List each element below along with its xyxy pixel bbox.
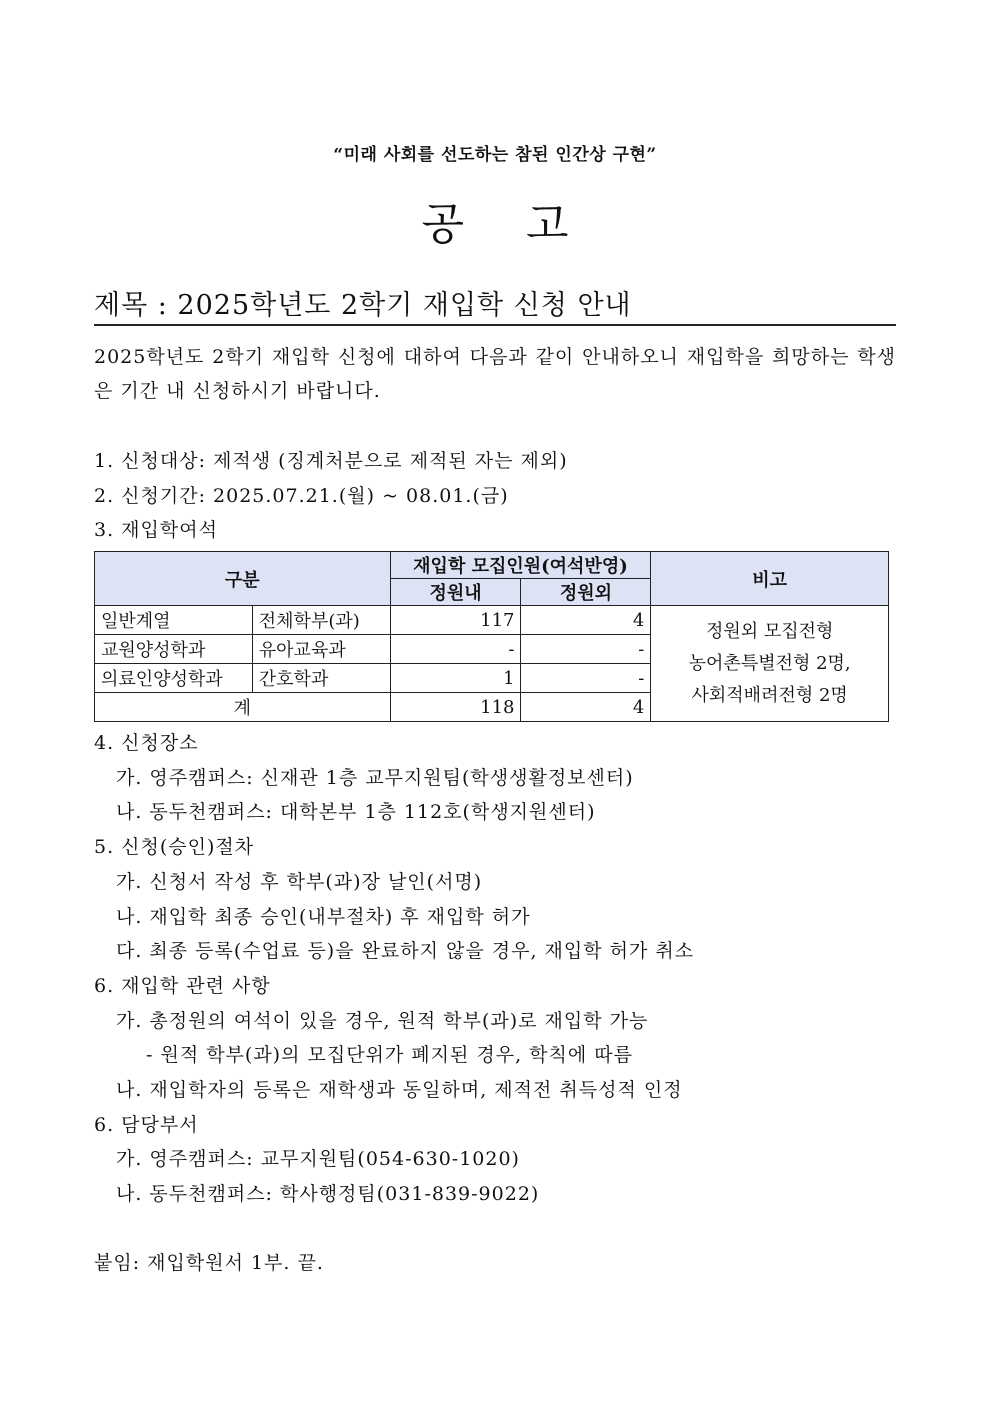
row-out: 4 bbox=[521, 606, 651, 635]
item-place-yeongju: 가. 영주캠퍼스: 신재관 1층 교무지원팀(학생생활정보센터) bbox=[116, 767, 634, 789]
item-period: 2. 신청기간: 2025.07.21.(월) ~ 08.01.(금) bbox=[94, 485, 509, 507]
note-line: 사회적배려전형 2명 bbox=[691, 684, 848, 706]
item-procedure-b: 나. 재입학 최종 승인(내부절차) 후 재입학 허가 bbox=[116, 906, 531, 928]
note-line: 정원외 모집전형 bbox=[705, 620, 834, 642]
header-in-quota: 정원내 bbox=[390, 579, 521, 606]
item-related-a-note: - 원적 학부(과)의 모집단위가 폐지된 경우, 학칙에 따름 bbox=[146, 1044, 633, 1066]
motto: “미래 사회를 선도하는 참된 인간상 구현” bbox=[333, 145, 657, 165]
total-in: 118 bbox=[390, 693, 521, 722]
note-line: 농어촌특별전형 2명, bbox=[688, 652, 851, 674]
header-note: 비고 bbox=[651, 552, 889, 606]
item-contact: 6. 담당부서 bbox=[94, 1114, 199, 1136]
attachment-line: 붙임: 재입학원서 1부. 끝. bbox=[94, 1252, 324, 1274]
item-place-dongducheon: 나. 동두천캠퍼스: 대학본부 1층 112호(학생지원센터) bbox=[116, 801, 596, 823]
item-target: 1. 신청대상: 제적생 (징계처분으로 제적된 자는 제외) bbox=[94, 450, 568, 472]
row-dept: 전체학부(과) bbox=[252, 606, 390, 635]
total-label: 계 bbox=[95, 693, 391, 722]
intro-paragraph: 2025학년도 2학기 재입학 신청에 대하여 다음과 같이 안내하오니 재입학을 희망하는 학생은 기간 내 신청하시기 바랍니다. bbox=[94, 346, 896, 402]
item-contact-yeongju: 가. 영주캠퍼스: 교무지원팀(054-630-1020) bbox=[116, 1148, 520, 1170]
row-in: - bbox=[390, 635, 521, 664]
row-dept: 간호학과 bbox=[252, 664, 390, 693]
item-procedure-c: 다. 최종 등록(수업료 등)을 완료하지 않을 경우, 재입학 허가 취소 bbox=[116, 940, 695, 962]
notice-heading: 공고 bbox=[421, 199, 631, 250]
row-in: 117 bbox=[390, 606, 521, 635]
table-row bbox=[95, 606, 889, 635]
row-dept: 유아교육과 bbox=[252, 635, 390, 664]
row-out: - bbox=[521, 635, 651, 664]
row-group: 의료인양성학과 bbox=[95, 664, 253, 693]
row-out: - bbox=[521, 664, 651, 693]
notice-title: 제목 : 2025학년도 2학기 재입학 신청 안내 bbox=[94, 283, 896, 326]
item-procedure: 5. 신청(승인)절차 bbox=[94, 836, 255, 858]
item-procedure-a: 가. 신청서 작성 후 학부(과)장 날인(서명) bbox=[116, 871, 483, 893]
total-out: 4 bbox=[521, 693, 651, 722]
seats-table bbox=[94, 551, 889, 722]
item-seats: 3. 재입학여석 bbox=[94, 519, 218, 541]
header-recruit: 재입학 모집인원(여석반영) bbox=[390, 552, 651, 579]
item-place: 4. 신청장소 bbox=[94, 732, 199, 754]
row-group: 일반계열 bbox=[95, 606, 253, 635]
item-related-a: 가. 총정원의 여석이 있을 경우, 원적 학부(과)로 재입학 가능 bbox=[116, 1010, 649, 1032]
header-out-quota: 정원외 bbox=[521, 579, 651, 606]
row-in: 1 bbox=[390, 664, 521, 693]
row-group: 교원양성학과 bbox=[95, 635, 253, 664]
item-related-b: 나. 재입학자의 등록은 재학생과 동일하며, 제적전 취득성적 인정 bbox=[116, 1079, 683, 1101]
item-contact-dongducheon: 나. 동두천캠퍼스: 학사행정팀(031-839-9022) bbox=[116, 1183, 540, 1205]
header-category: 구분 bbox=[95, 552, 391, 606]
note-cell bbox=[651, 606, 889, 722]
item-related: 6. 재입학 관련 사항 bbox=[94, 975, 271, 997]
